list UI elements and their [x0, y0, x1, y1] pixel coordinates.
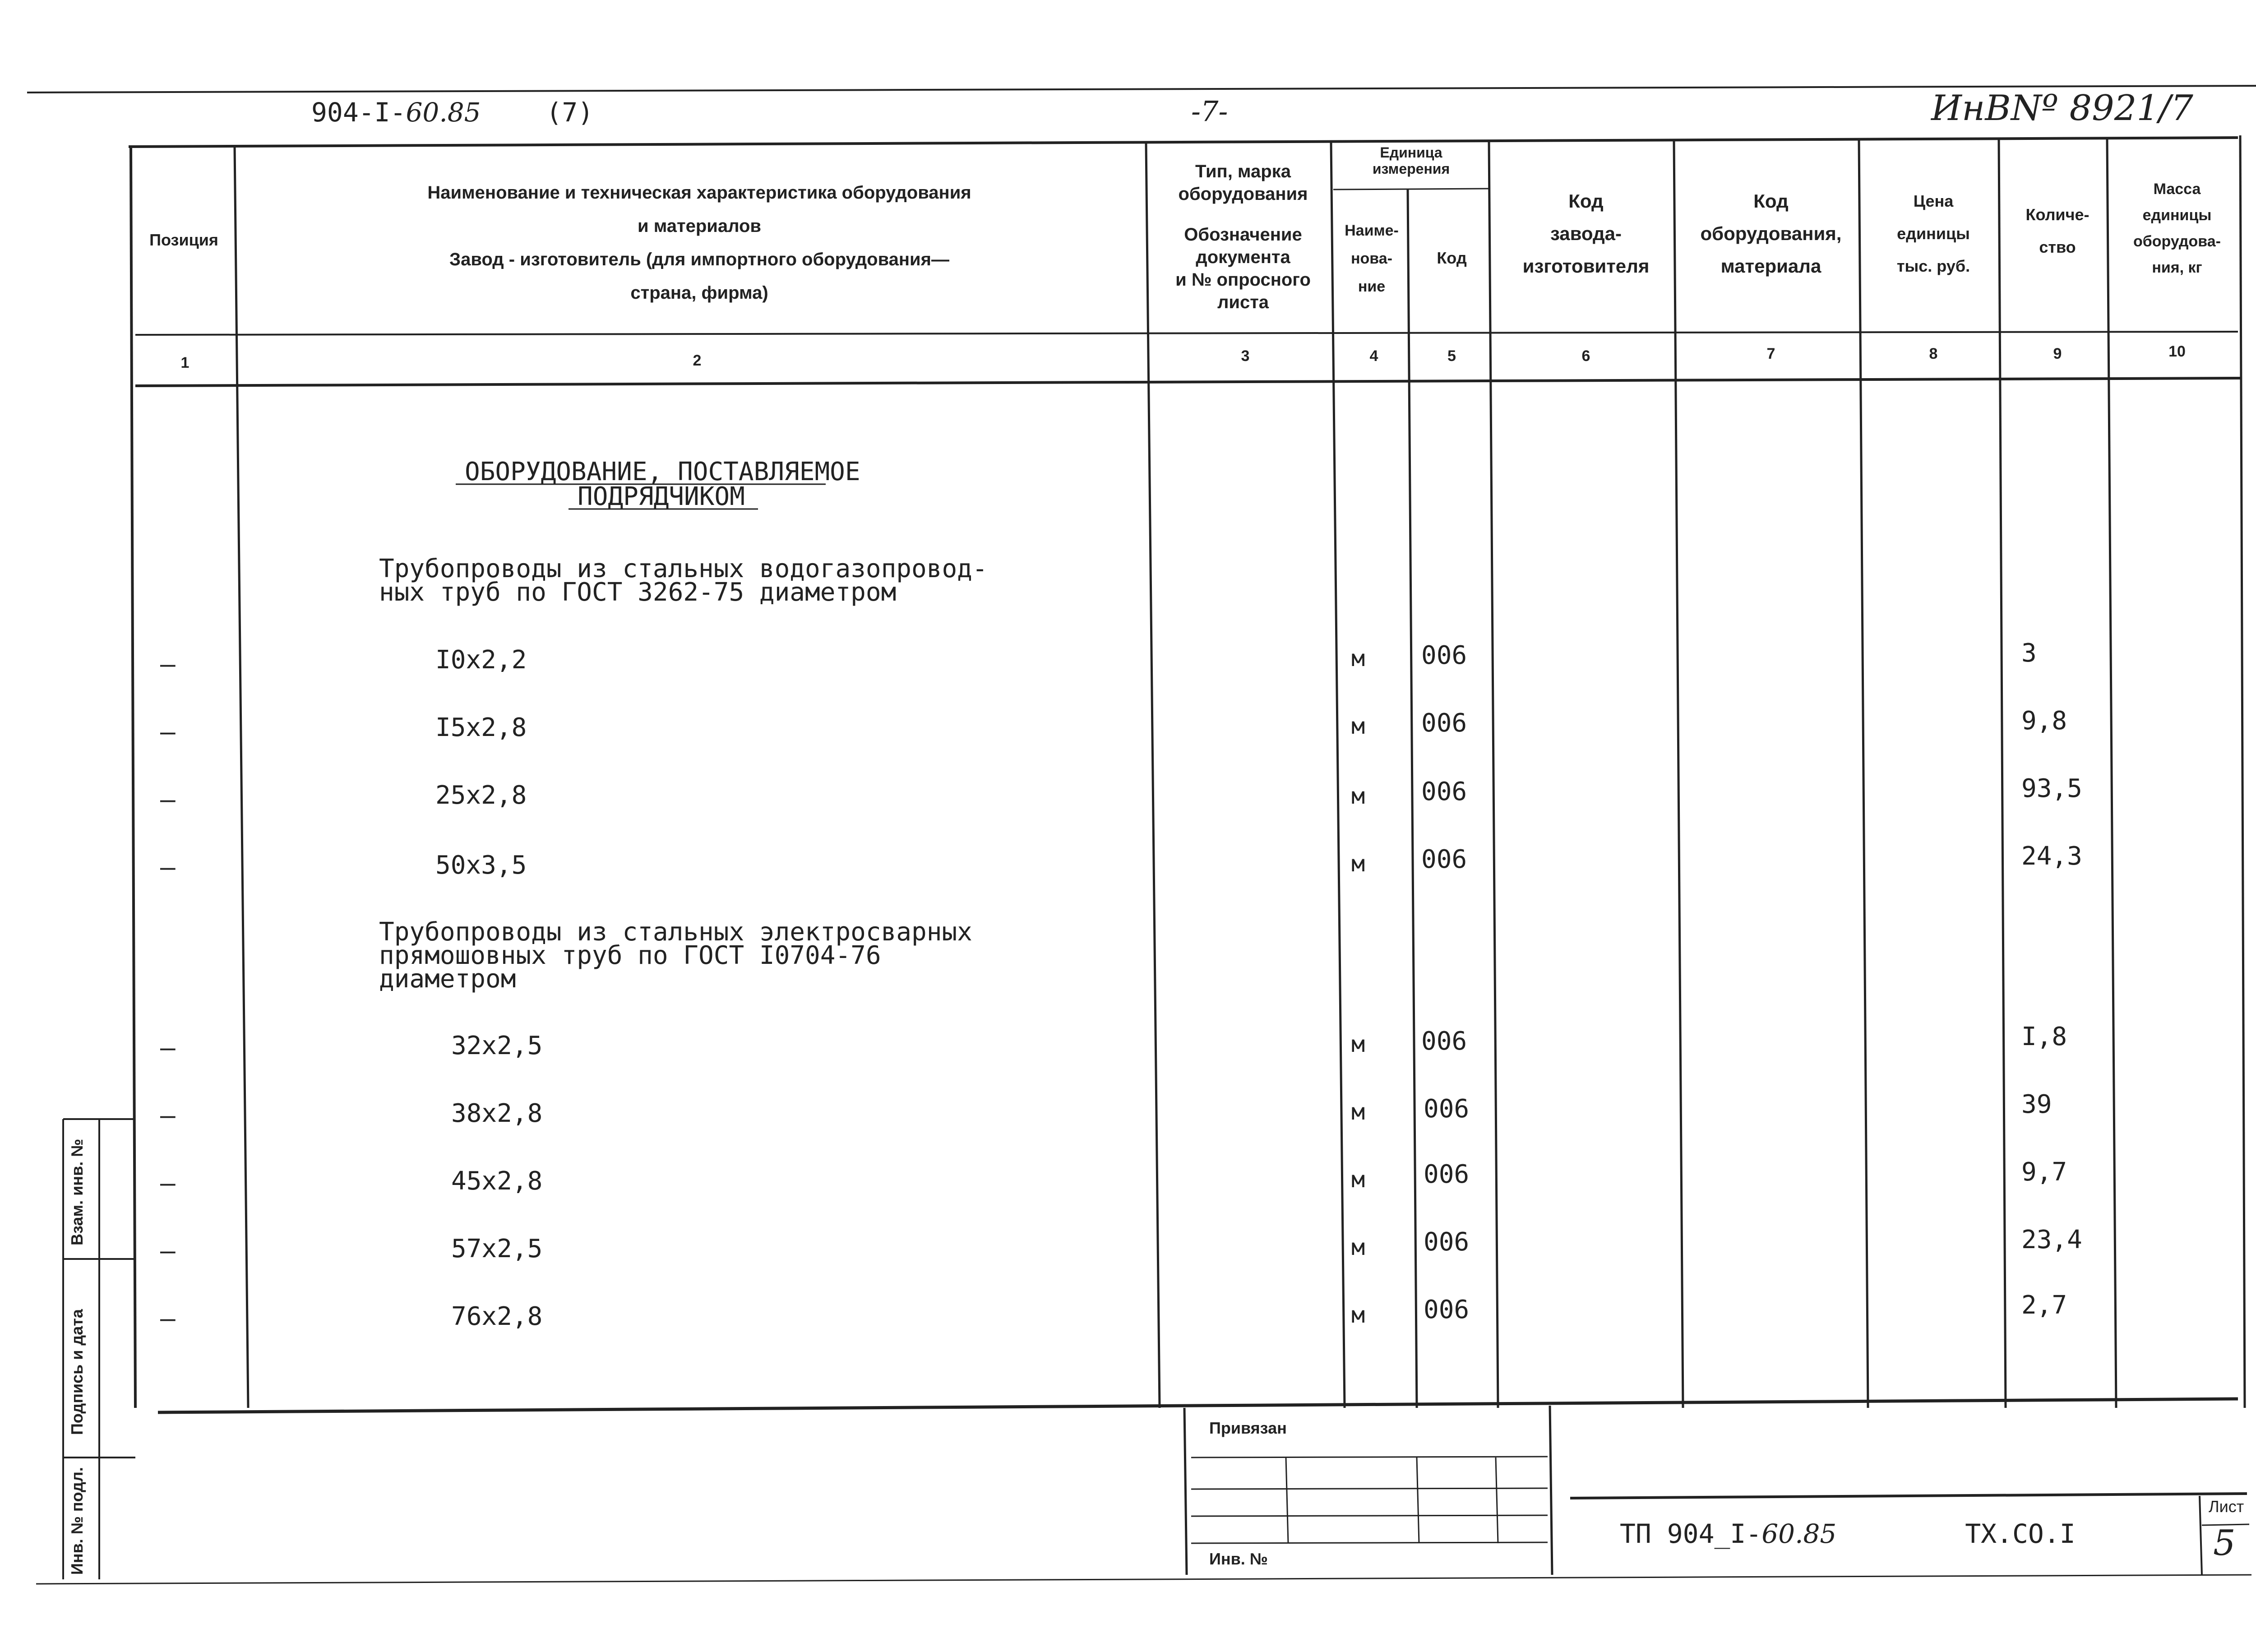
row-position: –: [160, 1236, 176, 1266]
stamp-attached: Привязан: [1209, 1419, 1287, 1437]
header-unit-name-line: Наиме-: [1345, 222, 1399, 239]
row-quantity: 93,5: [2021, 774, 2082, 803]
header-type-line: оборудования: [1178, 184, 1308, 204]
col-number: 4: [1369, 347, 1378, 365]
row-position: –: [160, 1169, 176, 1198]
header-type-line: Обозначение: [1184, 225, 1302, 245]
header-quantity-line: ство: [2039, 238, 2076, 256]
header-name-line: Наименование и техническая характеристика оборудования: [427, 183, 971, 203]
row-code: 006: [1424, 1295, 1470, 1324]
row-code: 006: [1421, 641, 1467, 670]
row-name: 57x2,5: [451, 1234, 543, 1263]
side-label-podpis: Подпись и дата: [68, 1309, 86, 1435]
row-name: 32x2,5: [451, 1031, 543, 1060]
group-2-line: Трубопроводы из стальных электросварных: [379, 917, 972, 947]
row-position: –: [160, 853, 176, 882]
header-type-line: Тип, марка: [1195, 162, 1291, 181]
row-unit: м: [1351, 645, 1365, 671]
group-1-line: Трубопроводы из стальных водогазопровод-: [379, 554, 988, 583]
row-code: 006: [1424, 1227, 1470, 1257]
row-quantity: 24,3: [2021, 842, 2082, 871]
header-mass-line: Масса: [2153, 180, 2201, 198]
stamp-doc-suffix: ТХ.СО.I: [1965, 1518, 2076, 1549]
col-number: 5: [1447, 347, 1456, 365]
row-unit: м: [1351, 1099, 1365, 1125]
header-equip-code-line: оборудования,: [1700, 223, 1842, 244]
stamp-inv-no: Инв. №: [1209, 1550, 1268, 1568]
col-number: 6: [1581, 347, 1590, 365]
row-name: 76x2,8: [451, 1302, 543, 1331]
row-position: –: [160, 785, 176, 814]
row-quantity: 3: [2021, 639, 2037, 668]
col-number: 1: [180, 354, 190, 371]
row-name: 45x2,8: [451, 1166, 543, 1196]
doc-code: [311, 97, 593, 128]
header-equip-code-line: материала: [1720, 255, 1821, 277]
sheet-number: 5: [2213, 1523, 2236, 1564]
group-2-line: диаметром: [379, 964, 516, 994]
row-name: I0x2,2: [435, 645, 527, 675]
row-unit: м: [1351, 1166, 1365, 1193]
row-code: 006: [1421, 845, 1467, 874]
header-unit-title: [1333, 144, 1489, 177]
stamp-doc-hand: 60.85: [1761, 1518, 1837, 1549]
header-mass-line: единицы: [2142, 207, 2212, 224]
header-unit-code: Код: [1437, 249, 1467, 267]
header-unit-title-line: измерения: [1372, 161, 1450, 177]
row-unit: м: [1351, 1234, 1365, 1260]
row-code: 006: [1421, 708, 1467, 738]
section-title-line-1: ОБОРУДОВАНИЕ, ПОСТАВЛЯЕМОЕ: [465, 457, 860, 486]
header-unit-title-line: Единица: [1380, 144, 1442, 161]
header-unit-name: [1336, 217, 1408, 301]
row-position: –: [160, 1101, 176, 1130]
group-1-line: ных труб по ГОСТ 3262-75 диаметром: [379, 578, 897, 607]
header-name-line: Завод - изготовитель (для импортного оборудования—: [449, 250, 949, 269]
header-equip-code-line: Код: [1753, 190, 1789, 212]
header-position: Позиция: [149, 231, 218, 249]
header-plant-code-line: завода-: [1550, 223, 1622, 244]
header-quantity: [2003, 199, 2112, 264]
doc-code-suffix: (7): [546, 97, 594, 128]
row-quantity: 39: [2021, 1090, 2052, 1119]
col-number: 9: [2053, 345, 2062, 362]
row-unit: м: [1351, 783, 1365, 809]
sheet-label: Лист: [2209, 1497, 2244, 1516]
row-quantity: 9,8: [2021, 706, 2067, 736]
header-price-line: тыс. руб.: [1896, 257, 1970, 275]
header-mass-line: ния, кг: [2152, 259, 2202, 276]
row-quantity: 2,7: [2021, 1291, 2067, 1320]
header-type-line: документа: [1196, 247, 1290, 267]
doc-code-hand: 60.85: [406, 97, 481, 128]
row-quantity: I,8: [2021, 1022, 2067, 1051]
header-mass: [2112, 176, 2242, 281]
row-unit: м: [1351, 1031, 1365, 1057]
row-name: 25x2,8: [435, 781, 527, 810]
row-name: 38x2,8: [451, 1099, 543, 1128]
group-2-line: прямошовных труб по ГОСТ I0704-76: [379, 941, 881, 970]
header-name-line: страна, фирма): [630, 283, 768, 303]
row-code: 006: [1424, 1160, 1470, 1189]
header-equip-code: [1678, 185, 1863, 282]
header-quantity-line: Количе-: [2025, 205, 2090, 224]
header-price-line: Цена: [1913, 192, 1954, 210]
header-unit-name-line: ние: [1358, 278, 1386, 295]
header-name-line: и материалов: [637, 216, 762, 236]
header-plant-code: [1493, 185, 1678, 282]
header-name: [253, 176, 1146, 310]
row-position: –: [160, 1304, 176, 1333]
header-unit-name-line: нова-: [1351, 250, 1392, 267]
row-position: –: [160, 1033, 176, 1063]
stamp-doc-code: [1620, 1518, 2076, 1549]
col-number: 7: [1766, 345, 1775, 362]
row-name: I5x2,8: [435, 713, 527, 742]
side-label-inv-podl: Инв. № подл.: [68, 1467, 86, 1575]
header-type-line: и № опросного: [1175, 270, 1311, 290]
header-mass-line: оборудова-: [2133, 233, 2221, 250]
row-position: –: [160, 717, 176, 747]
header-price: [1863, 185, 2003, 282]
inventory-number: ИнВNº 8921/7: [1931, 88, 2193, 129]
col-number: 10: [2168, 343, 2186, 360]
row-name: 50x3,5: [435, 851, 527, 880]
header-plant-code-line: Код: [1568, 190, 1604, 212]
header-type-line: листа: [1217, 292, 1269, 312]
row-position: –: [160, 650, 176, 679]
group-1-description: [379, 554, 988, 607]
header-plant-code-line: изготовителя: [1522, 255, 1650, 277]
row-unit: м: [1351, 713, 1365, 739]
col-number: 2: [693, 352, 702, 369]
col-number: 3: [1241, 347, 1250, 365]
row-code: 006: [1424, 1094, 1470, 1124]
header-price-line: единицы: [1897, 224, 1970, 243]
col-number: 8: [1929, 345, 1938, 362]
row-unit: м: [1351, 851, 1365, 877]
header-type: [1153, 160, 1333, 314]
page-number: -7-: [1191, 95, 1228, 128]
section-title-line-2: ПОДРЯДЧИКОМ: [578, 482, 745, 511]
row-quantity: 23,4: [2021, 1225, 2082, 1254]
row-unit: м: [1351, 1302, 1365, 1328]
stamp-doc-prefix: ТП 904_I-: [1620, 1518, 1762, 1549]
side-label-vzam: Взам. инв. №: [68, 1138, 86, 1245]
row-code: 006: [1421, 777, 1467, 806]
row-quantity: 9,7: [2021, 1157, 2067, 1187]
doc-code-prefix: 904-I-: [311, 97, 406, 128]
row-code: 006: [1421, 1027, 1467, 1056]
group-2-description: [379, 917, 972, 994]
